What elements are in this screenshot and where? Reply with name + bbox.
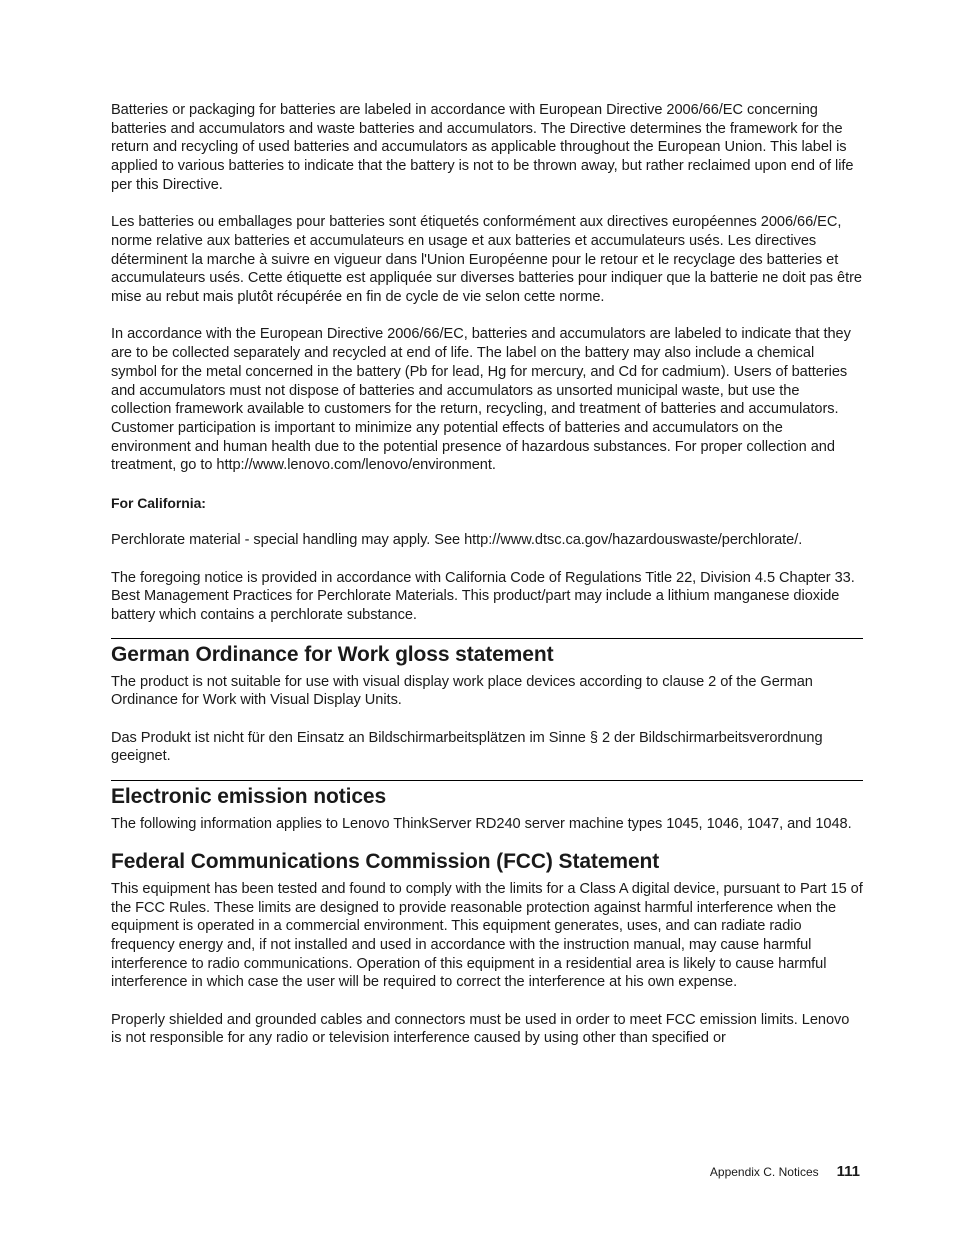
fcc-statement-paragraph: This equipment has been tested and found to comply with the limits for a Class A digital device, pursuant to Part 15 of the FCC Rules. These limits are designed to provide reasonable protection against harmful interference when the equipment is operated in a commercial environment. This equipment generates, uses, and can radiate radio frequency energy and, if not installed and used in accordance with the instruction manual, may cause harmful interference to radio communications. Operation of this equipment in a residential area is likely to cause harmful interference in which case the user will be required to correct the interference at his own expense. (111, 880, 863, 991)
electronic-emission-heading: Electronic emission notices (111, 785, 387, 809)
california-perchlorate-paragraph: Perchlorate material - special handling may apply. See http://www.dtsc.ca.gov/hazardouswaste/perchlorate/. (111, 532, 803, 549)
california-label: For California: (111, 494, 206, 511)
page-footer (710, 1163, 860, 1180)
page-number: 111 (836, 1163, 860, 1180)
electronic-emission-paragraph: The following information applies to Lenovo ThinkServer RD240 server machine types 1045, 1046, 1047, and 1048. (111, 816, 852, 833)
battery-directive-paragraph-fr: Les batteries ou emballages pour batteries sont étiquetés conformément aux directives européennes 2006/66/EC, norme relative aux batteries et accumulateurs en usage et aux batteries et accumulateurs usés. Les directives déterminent la marche à suivre en vigueur dans l'Union Européenne pour le retour et le recyclage des batteries et accumulateurs usés. Cette étiquette est appliquée sur diverses batteries pour indiquer que la batterie ne doit pas être mise au rebut mais plutôt récupérée en fin de cycle de vie selon cette norme. (111, 214, 862, 306)
california-regulation-paragraph: The foregoing notice is provided in accordance with California Code of Regulations Title 22, Division 4.5 Chapter 33. Best Management Practices for Perchlorate Materials. This product/part may include a lithium manganese dioxide battery which contains a perchlorate substance. (111, 569, 855, 623)
page-content (111, 101, 863, 1048)
footer-chapter-title: Appendix C. Notices (709, 1165, 819, 1179)
fcc-statement-heading: Federal Communications Commission (FCC) Statement (111, 849, 660, 873)
fcc-cables-paragraph: Properly shielded and grounded cables and connectors must be used in order to meet FCC emission limits. Lenovo is not responsible for any radio or television interference caused by using other than specified or (111, 1011, 850, 1047)
german-ordinance-paragraph-en: The product is not suitable for use with visual display work place devices according to clause 2 of the German Ordinance for Work with Visual Display Units. (111, 673, 813, 709)
german-ordinance-heading: German Ordinance for Work gloss statement (111, 642, 554, 666)
battery-directive-paragraph-collection: In accordance with the European Directive 2006/66/EC, batteries and accumulators are labeled to indicate that they are to be collected separately and recycled at end of life. The label on the battery may also include a chemical symbol for the metal concerned in the battery (Pb for lead, Hg for mercury, and Cd for cadmium). Users of batteries and accumulators must not dispose of batteries and accumulators as unsorted municipal waste, but use the collection framework available to customers for the return, recycling, and treatment of batteries and accumulators. Customer participation is important to minimize any potential effects of batteries and accumulators on the environment and human health due to the potential presence of hazardous substances. For proper collection and treatment, go to http://www.lenovo.com/lenovo/environment. (111, 326, 851, 474)
german-ordinance-paragraph-de: Das Produkt ist nicht für den Einsatz an Bildschirmarbeitsplätzen im Sinne § 2 der Bildschirmarbeitsverordnung geeignet. (111, 729, 823, 765)
battery-directive-paragraph-en: Batteries or packaging for batteries are labeled in accordance with European Directive 2006/66/EC concerning batteries and accumulators and waste batteries and accumulators. The Directive determines the framework for the return and recycling of used batteries and accumulators as applicable throughout the European Union. This label is applied to various batteries to indicate that the battery is not to be thrown away, but rather reclaimed upon end of life per this Directive. (111, 102, 854, 193)
